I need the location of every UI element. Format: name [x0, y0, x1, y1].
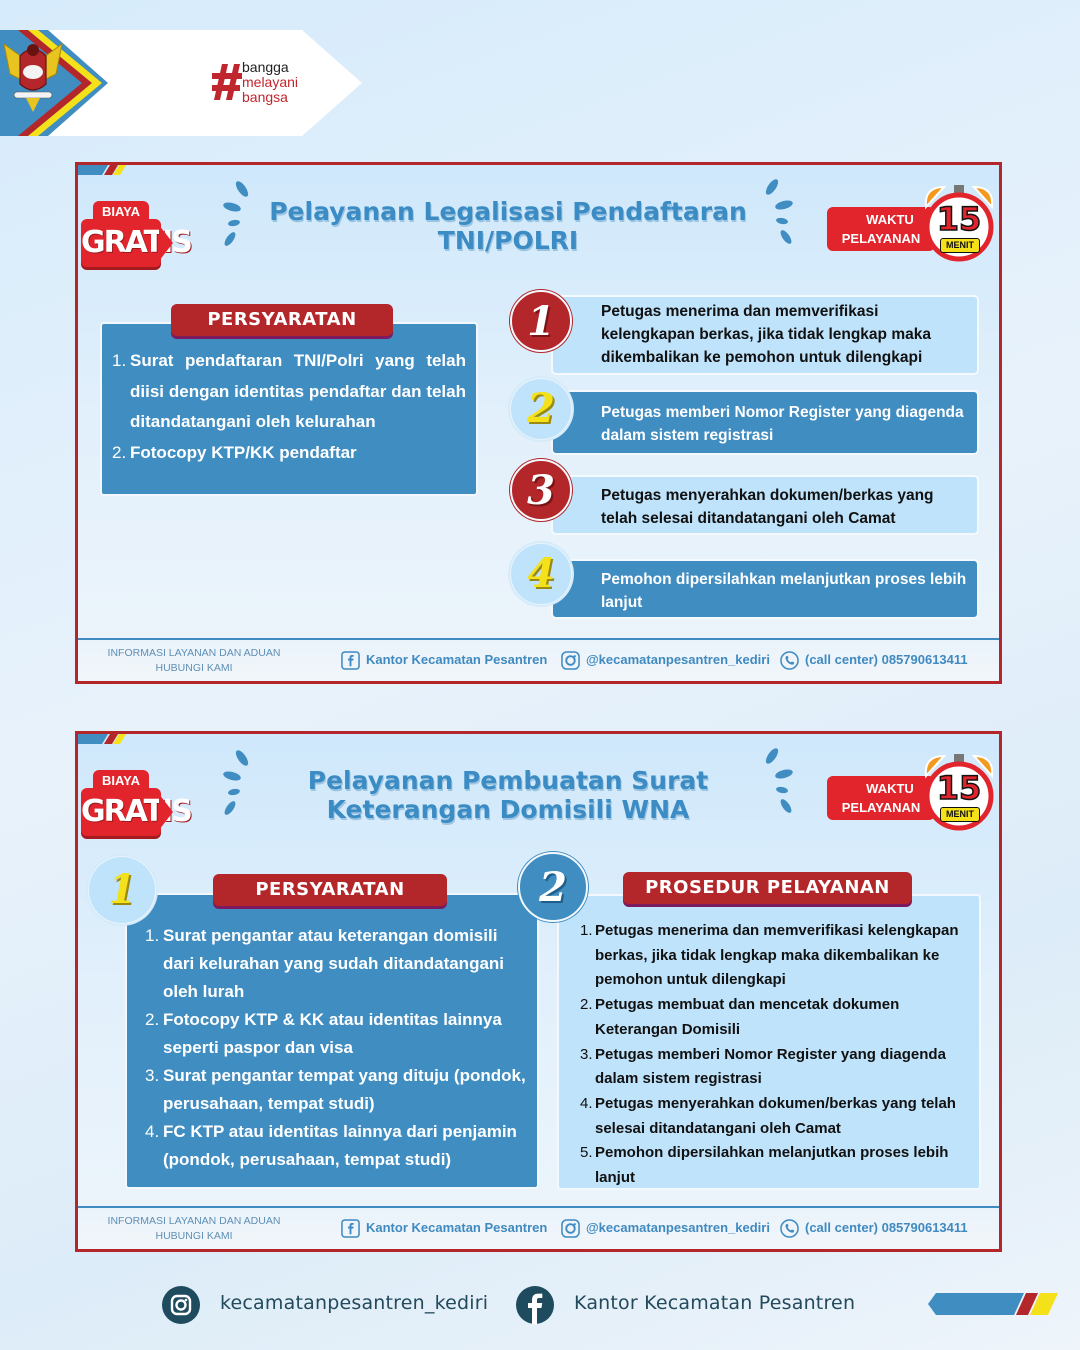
- card-title-line-1: Pelayanan Legalisasi Pendaftaran: [269, 197, 747, 226]
- phone-number: (call center) 085790613411: [805, 1220, 968, 1235]
- phone-icon: [780, 1219, 799, 1238]
- pelayanan-label: PELAYANAN: [841, 800, 921, 815]
- biaya-gratis-badge: [81, 201, 191, 269]
- instagram-handle: @kecamatanpesantren_kediri: [586, 652, 770, 667]
- sparkle-right-icon: [758, 746, 802, 826]
- info-text: [94, 1214, 294, 1244]
- instagram-icon: [162, 1286, 200, 1324]
- menit-label: MENIT: [940, 238, 980, 253]
- waktu-label: WAKTU: [866, 212, 914, 227]
- alarm-clock-icon: [918, 179, 1000, 269]
- procedure-step-1: [551, 295, 979, 375]
- requirements-box: [100, 322, 478, 496]
- list-item: 3. Petugas memberi Nomor Register yang diagenda dalam sistem registrasi: [580, 1045, 946, 1088]
- list-item: 3. Surat pengantar tempat yang dituju (pondok, perusahaan, tempat studi): [145, 1066, 526, 1113]
- hashtag-word-1: bangga: [242, 59, 289, 75]
- facebook-contact-link[interactable]: [341, 650, 547, 670]
- facebook-contact-link[interactable]: [341, 1218, 547, 1238]
- procedure-list: [580, 919, 973, 1191]
- facebook-name: Kantor Kecamatan Pesantren: [366, 652, 548, 667]
- step-text: Petugas memberi Nomor Register yang diagenda dalam sistem registrasi: [601, 404, 964, 444]
- list-item: 2. Fotocopy KTP & KK atau identitas lainnya seperti paspor dan visa: [145, 1010, 502, 1057]
- hashtag-word-3: bangsa: [242, 89, 288, 105]
- step-text: Pemohon dipersilahkan melanjutkan proses lebih lanjut: [601, 571, 967, 611]
- menit-label: MENIT: [940, 807, 980, 822]
- step-number-4-badge: 4: [510, 543, 572, 605]
- section-number-1-badge: 1: [88, 856, 156, 924]
- card-title-line-2: TNI/POLRI: [437, 226, 579, 255]
- card-contact-footer: [78, 638, 999, 681]
- sparkle-right-icon: [758, 177, 802, 257]
- procedure-box: [557, 894, 981, 1190]
- instagram-icon: [561, 651, 580, 670]
- prosedur-pelayanan-label: PROSEDUR PELAYANAN: [623, 872, 912, 904]
- bottom-stripe-decoration: [928, 1293, 1060, 1317]
- alarm-clock-icon: [918, 748, 1000, 838]
- facebook-page-name: Kantor Kecamatan Pesantren: [574, 1292, 856, 1314]
- biaya-gratis-badge: [81, 770, 191, 838]
- info-line-2: HUBUNGI KAMI: [155, 662, 233, 674]
- gratis-label: GRATIS: [81, 219, 161, 267]
- waktu-label: WAKTU: [866, 781, 914, 796]
- instagram-contact-link[interactable]: [561, 1218, 770, 1238]
- procedure-step-4: [551, 559, 979, 619]
- step-number-3-badge: 3: [510, 459, 572, 521]
- facebook-icon: [341, 1219, 360, 1238]
- corner-stripe-decoration: [78, 734, 138, 746]
- phone-contact-link[interactable]: [780, 650, 968, 670]
- section-number-2-badge: 2: [518, 852, 588, 922]
- facebook-icon: [341, 651, 360, 670]
- header-banner: [0, 30, 370, 136]
- list-item: 1. Surat pengantar atau keterangan domisili dari kelurahan yang sudah ditandatangani oleh lurah: [145, 926, 505, 1001]
- phone-contact-link[interactable]: [780, 1218, 968, 1238]
- service-card-legalisasi: [75, 162, 1002, 684]
- persyaratan-label: PERSYARATAN: [171, 304, 393, 336]
- info-line-1: INFORMASI LAYANAN DAN ADUAN: [107, 1215, 281, 1227]
- list-item: 2. Fotocopy KTP/KK pendaftar: [112, 442, 357, 462]
- requirements-list: [145, 922, 531, 1174]
- list-item: 1. Petugas menerima dan memverifikasi kelengkapan berkas, jika tidak lengkap maka dikembalikan ke pemohon untuk dilengkapi: [580, 922, 959, 989]
- list-item: 4. FC KTP atau identitas lainnya dari penjamin (pondok, perusahaan, tempat studi): [145, 1122, 517, 1169]
- step-number-2-badge: 2: [510, 378, 572, 440]
- waktu-pelayanan-badge: [827, 207, 927, 257]
- requirements-box: [125, 893, 539, 1189]
- info-text: [94, 646, 294, 676]
- corner-stripe-decoration: [78, 165, 138, 177]
- step-text: Petugas menyerahkan dokumen/berkas yang telah selesai ditandatangani oleh Camat: [601, 487, 934, 527]
- procedure-step-3: [551, 475, 979, 535]
- card-title: [268, 197, 748, 255]
- facebook-name: Kantor Kecamatan Pesantren: [366, 1220, 548, 1235]
- requirements-list: [112, 346, 466, 468]
- hash-symbol: [212, 62, 242, 102]
- minutes-value: 15: [936, 200, 982, 238]
- list-item: 1. Surat pendaftaran TNI/Polri yang telah diisi dengan identitas pendaftar dan telah ditandatangani oleh kelurahan: [112, 351, 466, 431]
- biaya-label: BIAYA: [93, 770, 149, 792]
- card-title-line-2: Keterangan Domisili WNA: [326, 795, 690, 824]
- minutes-value: 15: [936, 769, 982, 807]
- instagram-handle: kecamatanpesantren_kediri: [220, 1292, 489, 1314]
- instagram-contact-link[interactable]: [561, 650, 770, 670]
- phone-icon: [780, 651, 799, 670]
- biaya-label: BIAYA: [93, 201, 149, 223]
- kediri-emblem-logo: [0, 30, 66, 114]
- info-line-1: INFORMASI LAYANAN DAN ADUAN: [107, 647, 281, 659]
- card-contact-footer: [78, 1206, 999, 1249]
- pelayanan-label: PELAYANAN: [841, 231, 921, 246]
- hashtag-word-2: melayani: [242, 74, 299, 90]
- procedure-step-2: [551, 390, 979, 455]
- card-title-line-1: Pelayanan Pembuatan Surat: [307, 766, 709, 795]
- list-item: 2. Petugas membuat dan mencetak dokumen Keterangan Domisili: [580, 996, 900, 1038]
- list-item: 5. Pemohon dipersilahkan melanjutkan proses lebih lanjut: [580, 1144, 949, 1187]
- instagram-icon: [561, 1219, 580, 1238]
- step-text: Petugas menerima dan memverifikasi kelengkapan berkas, jika tidak lengkap maka dikembalikan ke pemohon untuk dilengkapi: [601, 303, 931, 366]
- card-title: [268, 766, 748, 824]
- phone-number: (call center) 085790613411: [805, 652, 968, 667]
- service-card-domisili-wna: [75, 731, 1002, 1252]
- sparkle-left-icon: [214, 179, 258, 259]
- persyaratan-label: PERSYARATAN: [213, 874, 447, 906]
- list-item: 4. Petugas menyerahkan dokumen/berkas yang telah selesai ditandatangani oleh Camat: [580, 1094, 956, 1137]
- waktu-pelayanan-badge: [827, 776, 927, 826]
- gratis-label: GRATIS: [81, 788, 161, 836]
- instagram-handle: @kecamatanpesantren_kediri: [586, 1220, 770, 1235]
- sparkle-left-icon: [214, 748, 258, 828]
- facebook-icon: [516, 1286, 554, 1324]
- info-line-2: HUBUNGI KAMI: [155, 1230, 233, 1242]
- step-number-1-badge: 1: [510, 290, 572, 352]
